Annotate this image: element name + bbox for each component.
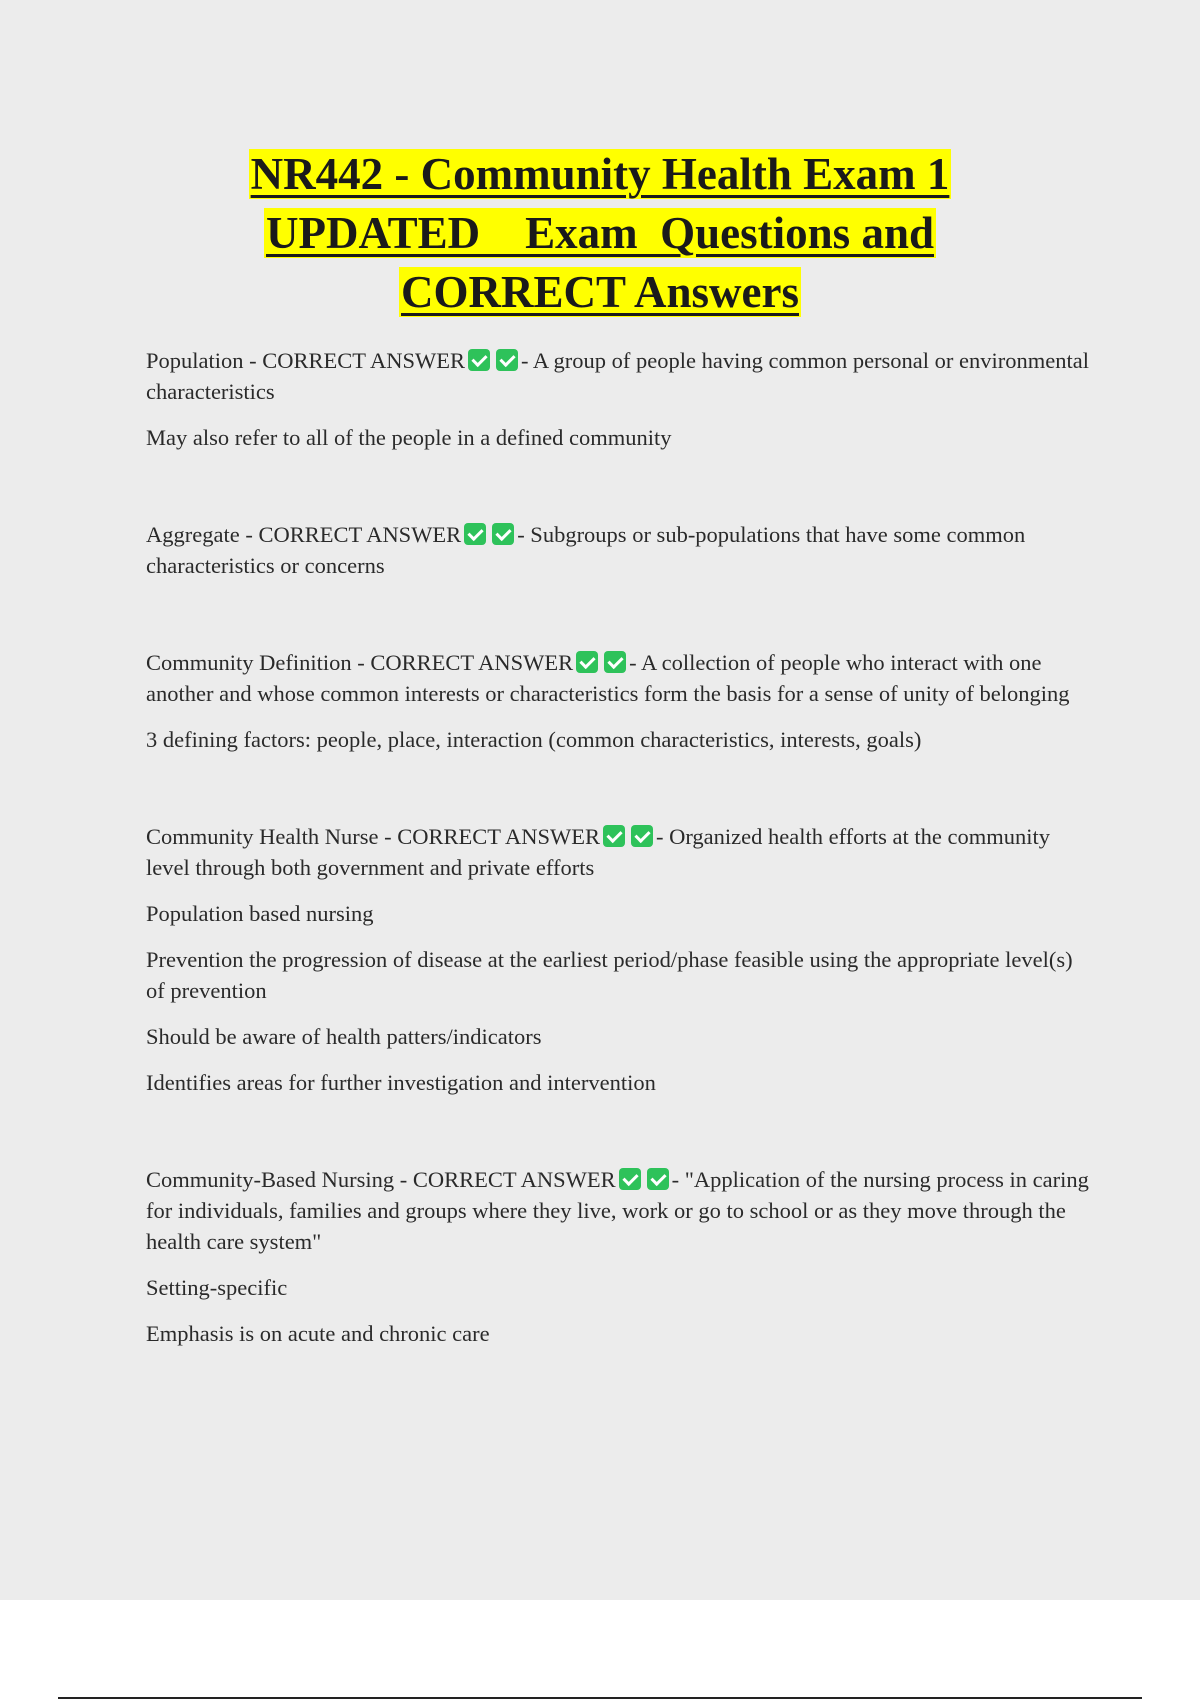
qa-main-line	[146, 647, 1091, 709]
qa-note: Should be aware of health patters/indicators	[146, 1024, 542, 1049]
qa-answer-label: - CORRECT ANSWER	[351, 650, 574, 675]
qa-term: Population	[146, 348, 244, 373]
qa-entry-community-definition	[146, 647, 1091, 755]
qa-entry-community-based-nursing	[146, 1164, 1091, 1349]
check-mark-icon	[619, 1168, 641, 1190]
check-mark-icon	[468, 349, 490, 371]
qa-main-line	[146, 519, 1091, 581]
qa-note: Prevention the progression of disease at the earliest period/phase feasible using the appropriate level(s) of prevention	[146, 947, 1073, 1003]
qa-note: May also refer to all of the people in a defined community	[146, 425, 672, 450]
qa-definition: - A collection of people who interact with one another and whose common interests or characteristics form the basis for a sense of unity of belonging	[146, 650, 1070, 706]
qa-entry-aggregate	[146, 519, 1091, 581]
qa-entry-population	[146, 345, 1091, 453]
qa-entry-community-health-nurse	[146, 821, 1091, 1098]
qa-definition: - Subgroups or sub-populations that have some common characteristics or concerns	[146, 522, 1026, 578]
qa-main-line	[146, 821, 1091, 883]
check-mark-icon	[604, 651, 626, 673]
qa-main-line	[146, 345, 1091, 407]
qa-definition: - A group of people having common personal or environmental characteristics	[146, 348, 1089, 404]
page-divider	[58, 1697, 1142, 1699]
check-mark-icon	[496, 349, 518, 371]
qa-note: Identifies areas for further investigation and intervention	[146, 1070, 656, 1095]
qa-main-line	[146, 1164, 1091, 1257]
check-mark-icon	[603, 825, 625, 847]
qa-note: 3 defining factors: people, place, interaction (common characteristics, interests, goals)	[146, 727, 922, 752]
qa-note: Emphasis is on acute and chronic care	[146, 1321, 490, 1346]
check-mark-icon	[492, 523, 514, 545]
qa-definition: - Organized health efforts at the community level through both government and private efforts	[146, 824, 1051, 880]
qa-definition: - "Application of the nursing process in caring for individuals, families and groups where they live, work or go to school or as they move through the health care system"	[146, 1167, 1089, 1254]
check-mark-icon	[647, 1168, 669, 1190]
title-line-1: NR442 - Community Health Exam 1	[250, 149, 950, 199]
qa-term: Community-Based Nursing	[146, 1167, 395, 1192]
check-mark-icon	[464, 523, 486, 545]
qa-term: Community Definition	[146, 650, 352, 675]
qa-list	[146, 345, 1091, 1415]
qa-answer-label: - CORRECT ANSWER	[239, 522, 462, 547]
check-mark-icon	[631, 825, 653, 847]
qa-answer-label: - CORRECT ANSWER	[378, 824, 600, 849]
qa-answer-label: - CORRECT ANSWER	[243, 348, 465, 373]
qa-note: Population based nursing	[146, 901, 374, 926]
title-line-2: UPDATED Exam Questions and	[265, 208, 934, 258]
qa-note: Setting-specific	[146, 1275, 288, 1300]
title-line-3: CORRECT Answers	[401, 267, 799, 317]
qa-term: Community Health Nurse	[146, 824, 379, 849]
check-mark-icon	[576, 651, 598, 673]
qa-answer-label: - CORRECT ANSWER	[394, 1167, 616, 1192]
document-title	[130, 145, 1070, 322]
qa-term: Aggregate	[146, 522, 240, 547]
